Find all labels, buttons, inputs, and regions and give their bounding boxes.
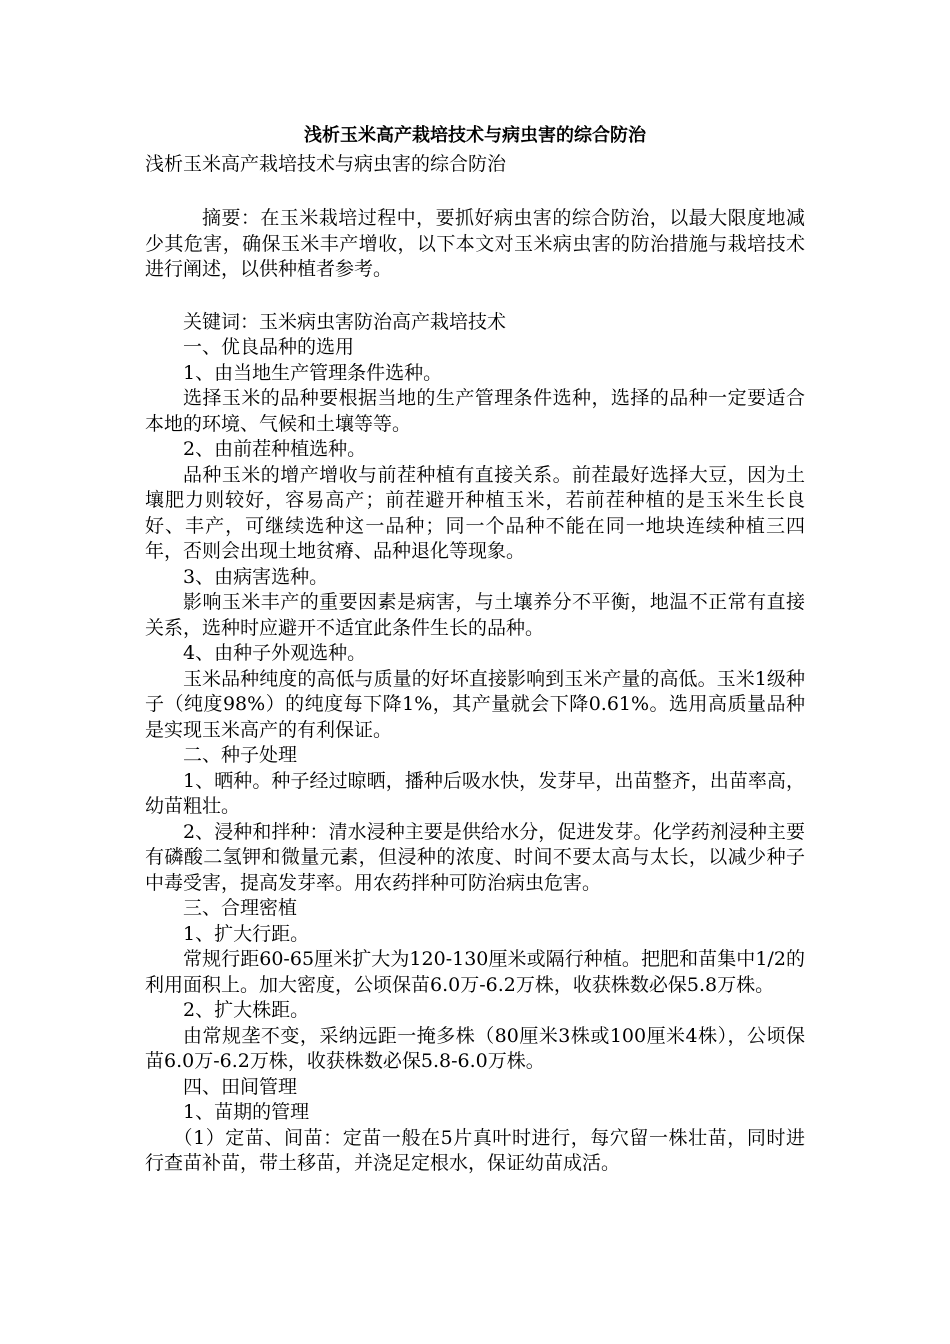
subsection-heading: 1、由当地生产管理条件选种。: [183, 361, 443, 384]
body-paragraph: 1、晒种。种子经过晾晒，播种后吸水快，发芽早，出苗整齐，出苗率高，幼苗粗壮。: [145, 769, 805, 817]
body-paragraph: 2、浸种和拌种：清水浸种主要是供给水分，促进发芽。化学药剂浸种主要有磷酸二氢钾和微量元素，但浸种的浓度、时间不要太高与太长，以减少种子中毒受害，提高发芽率。用农药拌种可防治病虫危害。: [145, 820, 805, 894]
section-heading: 四、田间管理: [183, 1075, 298, 1098]
document-title: 浅析玉米高产栽培技术与病虫害的综合防治: [304, 125, 646, 146]
abstract-paragraph: 摘要：在玉米栽培过程中，要抓好病虫害的综合防治，以最大限度地减少其危害，确保玉米丰产增收，以下本文对玉米病虫害的防治措施与栽培技术进行阐述，以供种植者参考。: [145, 207, 805, 280]
section-heading: 二、种子处理: [183, 744, 298, 766]
subsection-heading: 1、扩大行距。: [183, 922, 310, 945]
document-subtitle: 浅析玉米高产栽培技术与病虫害的综合防治: [145, 153, 507, 175]
body-paragraph: 影响玉米丰产的重要因素是病害，与土壤养分不平衡，地温不正常有直接关系，选种时应避开不适宜此条件生长的品种。: [145, 591, 805, 639]
body-paragraph: 常规行距60-65厘米扩大为120-130厘米或隔行种植。把肥和苗集中1/2的利用面积上。加大密度，公顷保苗6.0万-6.2万株，收获株数必保5.8万株。: [145, 948, 805, 996]
body-paragraph: 由常规垄不变，采纳远距一掩多株（80厘米3株或100厘米4株），公顷保苗6.0万-6.2万株，收获株数必保5.8-6.0万株。: [145, 1024, 805, 1072]
body-paragraph: 玉米品种纯度的高低与质量的好坏直接影响到玉米产量的高低。玉米1级种子（纯度98%）的纯度每下降1%，其产量就会下降0.61%。选用高质量品种是实现玉米高产的有利保证。: [145, 667, 805, 741]
body-paragraph: 选择玉米的品种要根据当地的生产管理条件选种，选择的品种一定要适合本地的环境、气候和土壤等等。: [145, 387, 805, 435]
subsection-heading: 2、扩大株距。: [183, 999, 310, 1021]
body-paragraph: （1）定苗、间苗：定苗一般在5片真叶时进行，每穴留一株壮苗，同时进行查苗补苗，带土移苗，并浇足定根水，保证幼苗成活。: [145, 1126, 805, 1174]
subsection-heading: 3、由病害选种。: [183, 565, 329, 588]
body-paragraph: 品种玉米的增产增收与前茬种植有直接关系。前茬最好选择大豆，因为土壤肥力则较好，容易高产；前茬避开种植玉米，若前茬种植的是玉米生长良好、丰产，可继续选种这一品种；同一个品种不能在同一地块连续种植三四年，否则会出现土地贫瘠、品种退化等现象。: [145, 463, 805, 562]
subsection-heading: 2、由前茬种植选种。: [183, 438, 367, 460]
subsection-heading: 4、由种子外观选种。: [183, 642, 367, 664]
section-heading: 一、优良品种的选用: [183, 336, 355, 358]
document-content: [145, 122, 805, 1177]
keywords-paragraph: 关键词：玉米病虫害防治高产栽培技术: [183, 310, 507, 333]
section-heading: 三、合理密植: [183, 897, 298, 919]
subsection-heading: 1、苗期的管理: [183, 1101, 310, 1123]
